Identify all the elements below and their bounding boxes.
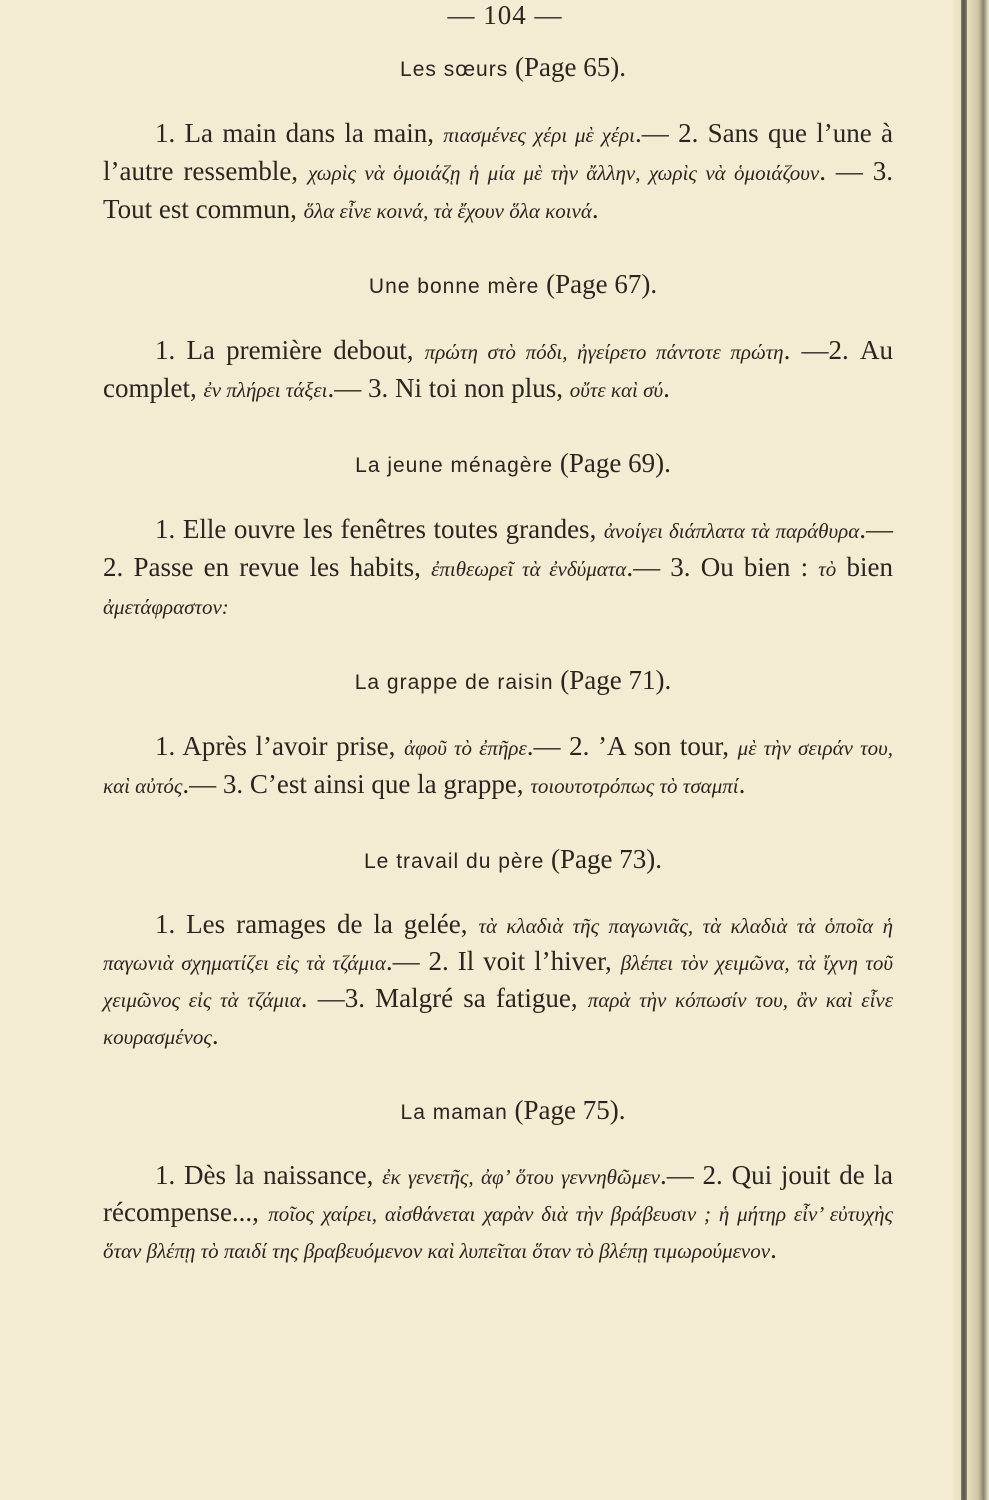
greek-text: ἐκ γενετῆς, ἀφ’ ὅτου γεννηθῶμεν [382,1165,660,1189]
greek-text: πρώτη στὸ πόδι, ἠγείρετο πάντοτε πρώτη [424,340,784,364]
french-text: 1. La première debout, [155,335,425,365]
greek-text: χωρὶς νὰ ὁμοιάζῃ ἡ μία μὲ τὴν ἄλλην, χωρὶς νὰ ὁμοιάζουν [307,161,820,185]
french-text: 1. Dès la naissance, [155,1160,383,1190]
section-page-ref: (Page 71). [560,665,672,695]
greek-text: τὸ [818,557,837,581]
section-title-text: La maman [400,1101,508,1124]
section-title-text: Le travail du père [364,850,545,873]
french-text: . [663,373,670,403]
section-paragraph [103,115,893,229]
section-paragraph [103,511,893,625]
section-page-ref: (Page 65). [514,52,626,82]
section-title-text: La jeune ménagère [355,454,554,477]
page-edge [953,0,989,1500]
french-text: .— 2. ’A son tour, [526,731,738,761]
section-title [103,446,893,483]
greek-text: βλέπει τὸν χειμῶνα, τὰ ἴχνη τοῦ χειμῶνος εἰς τὰ τζάμια [103,951,893,1012]
greek-text: παρὰ τὴν κόπωσίν του, ἂν καὶ εἶνε κουρασμένος [103,988,894,1049]
french-text: .— 2. Il voit l’hiver, [385,946,621,976]
section-le-travail-du-pere [103,842,893,1055]
french-text: .— 2. Sans que l’une à l’autre ressemble, [103,118,894,186]
section-title [103,663,893,700]
greek-text: μὲ τὴν σειράν του, καὶ αὐτός [103,736,893,798]
greek-text: ἀνοίγει διάπλατα τὰ παράθυρα [603,519,860,543]
binding-shadow [961,0,967,1500]
greek-text: ἀφοῦ τὸ ἐπῆρε [404,736,527,760]
section-la-jeune-menagere [103,446,893,625]
section-paragraph [103,1158,893,1269]
section-title-text: La grappe de raisin [354,671,554,694]
section-page-ref: (Page 73). [551,844,662,874]
section-la-maman [103,1093,893,1269]
section-title [103,842,893,879]
section-title-text: Une bonne mère [368,275,540,298]
french-text: . [770,1234,777,1264]
section-page-ref: (Page 67). [546,269,658,299]
section-title [103,267,893,304]
greek-text: τὰ κλαδιὰ τῆς παγωνιᾶς, τὰ κλαδιὰ τὰ ὁποῖα ἡ παγωνιὰ σχηματίζει εἰς τὰ τζάμια [103,914,893,975]
french-text: . [591,194,599,224]
greek-text: ὅλα εἶνε κοινά, τὰ ἔχουν ὅλα κοινά [303,199,592,223]
french-text: . — 3. Tout est commun, [103,156,894,224]
greek-text: πιασμένες χέρι μὲ χέρι [443,123,636,147]
section-title-text: Les sœurs [400,58,509,81]
french-text: . —2. Au complet, [103,335,893,403]
section-paragraph [103,728,893,804]
section-une-bonne-mere [103,267,893,408]
section-la-grappe-de-raisin [103,663,893,804]
section-paragraph [103,332,893,408]
french-text: . —3. Malgré sa fatigue, [300,983,588,1013]
french-text: .— 2. Passe en revue les habits, [103,514,893,582]
greek-text: ποῖος χαίρει, αἰσθάνεται χαρὰν διὰ τὴν βράβευσιν ; ἡ μήτηρ εἶν’ εὐτυχὴς ὅταν βλέπῃ τὸ παιδί της βραβευόμενον καὶ λυπεῖται ὅταν τὸ βλέπῃ τιμωρούμενον [103,1202,894,1263]
french-text: bien [836,552,893,582]
french-text: 1. Après l’avoir prise, [155,731,405,761]
french-text: .— 3. Ou bien : [626,552,819,582]
greek-text: ἐπιθεωρεῖ τὰ ἐνδύματα [431,557,627,581]
french-text: .— 3. C’est ainsi que la grappe, [182,769,531,799]
greek-text: ἐν πλήρει τάξει [203,378,328,402]
section-page-ref: (Page 69). [559,448,671,478]
french-text: . [211,1020,219,1050]
greek-text: ἀμετάφραστον: [103,595,229,619]
greek-text: οὔτε καὶ σύ [569,378,664,402]
french-text: .— 2. Qui jouit de la récompense..., [103,1160,893,1227]
section-paragraph [103,907,893,1055]
french-text: . [738,769,746,799]
french-text: 1. La main dans la main, [155,118,444,148]
section-les-soeurs [103,50,893,229]
greek-text: τοιουτοτρόπως τὸ τσαμπί [530,774,739,798]
text-column [103,50,893,1307]
section-page-ref: (Page 75). [514,1095,626,1125]
section-title [103,1093,893,1130]
french-text: .— 3. Ni toi non plus, [327,373,570,403]
french-text: 1. Les ramages de la gelée, [155,909,479,939]
page-number: — 104 — [447,0,563,30]
section-title [103,50,893,87]
french-text: 1. Elle ouvre les fenêtres toutes grandes, [155,514,604,544]
